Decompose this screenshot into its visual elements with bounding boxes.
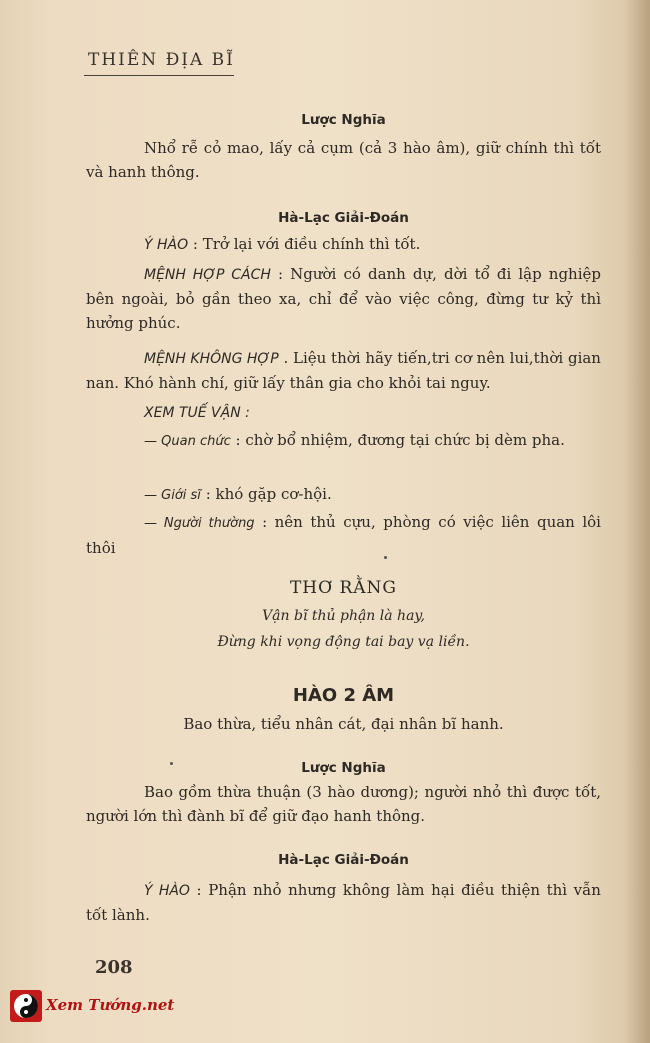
menh-hop-label: MỆNH HỢP CÁCH <box>144 267 271 283</box>
nguoi-thuong-text: : nên thủ cựu, phòng có việc liên quan lôi thôi <box>86 513 601 557</box>
menh-hop-paragraph <box>86 262 601 335</box>
hao2-subtitle: Bao thừa, tiểu nhân cát, đại nhân bĩ hanh. <box>183 715 504 733</box>
hao2-y-hao-text: : Phận nhỏ nhưng không làm hại điều thiện thì vẫn tốt lành. <box>86 881 601 924</box>
page-spine-shadow <box>624 0 650 1043</box>
quan-chuc-label: — Quan chức <box>144 434 231 449</box>
hao2-y-hao-label: Ý HÀO <box>144 883 190 899</box>
poem-title: THƠ RẰNG <box>289 578 398 598</box>
menh-khong-text: . Liệu thời hãy tiến,tri cơ nên lui,thời gian nan. Khó hành chí, giữ lấy thân gia cho khỏi tai nguy. <box>86 349 601 392</box>
quan-chuc-text: : chờ bổ nhiệm, đương tại chức bị dèm pha. <box>235 431 565 449</box>
header-rule <box>84 75 234 76</box>
hao2-luoc-text: Bao gồm thừa thuận (3 hào dương); người nhỏ thì được tốt, người lớn thì đành bĩ để giữ đạo hanh thông. <box>86 783 601 825</box>
yin-yang-icon <box>10 990 42 1022</box>
gioi-si-text: : khó gặp cơ-hội. <box>205 485 332 503</box>
xem-tue-van-paragraph <box>86 400 601 425</box>
section2-heading: Hà-Lạc Giải-Đoán <box>278 210 409 226</box>
logo-text: Xem Tướng.net <box>46 996 175 1014</box>
xem-tue-van-label: XEM TUẾ VẬN : <box>144 405 250 421</box>
site-logo[interactable] <box>10 990 180 1024</box>
print-speck <box>384 556 387 559</box>
hao2-y-hao-paragraph <box>86 878 601 927</box>
y-hao-label: Ý HÀO <box>144 237 189 253</box>
gioi-si-label: — Giới sĩ <box>144 488 201 503</box>
menh-khong-paragraph <box>86 346 601 395</box>
gioi-si-paragraph <box>86 482 601 508</box>
nguoi-thuong-label: — Người thường <box>144 516 255 531</box>
running-title: THIÊN ĐỊA BĨ <box>88 50 235 70</box>
y-hao-text: : Trở lại với điều chính thì tốt. <box>192 235 421 253</box>
page-number: 208 <box>95 957 133 978</box>
menh-khong-label: MỆNH KHÔNG HỢP <box>144 351 279 367</box>
poem-line-2: Đừng khi vọng động tai bay vạ liền. <box>217 634 470 650</box>
nguoi-thuong-paragraph <box>86 510 601 560</box>
quan-chuc-paragraph <box>86 428 601 454</box>
hao2-title: HÀO 2 ÂM <box>292 685 395 706</box>
menh-hop-text: : Người có danh dự, dời tổ đi lập nghiệp bên ngoài, bỏ gần theo xa, chỉ để vào việc công, đừng tư kỷ thì hưởng phúc. <box>86 265 601 332</box>
hao2-luoc-heading: Lược Nghĩa <box>301 760 386 776</box>
section1-heading: Lược Nghĩa <box>301 112 386 128</box>
page-header <box>84 50 604 82</box>
y-hao-paragraph <box>86 232 601 257</box>
hao2-ha-lac-heading: Hà-Lạc Giải-Đoán <box>278 852 409 868</box>
section1-text: Nhổ rễ cỏ mao, lấy cả cụm (cả 3 hào âm), giữ chính thì tốt và hanh thông. <box>86 139 601 181</box>
poem-line-1: Vận bĩ thủ phận là hay, <box>262 608 425 624</box>
